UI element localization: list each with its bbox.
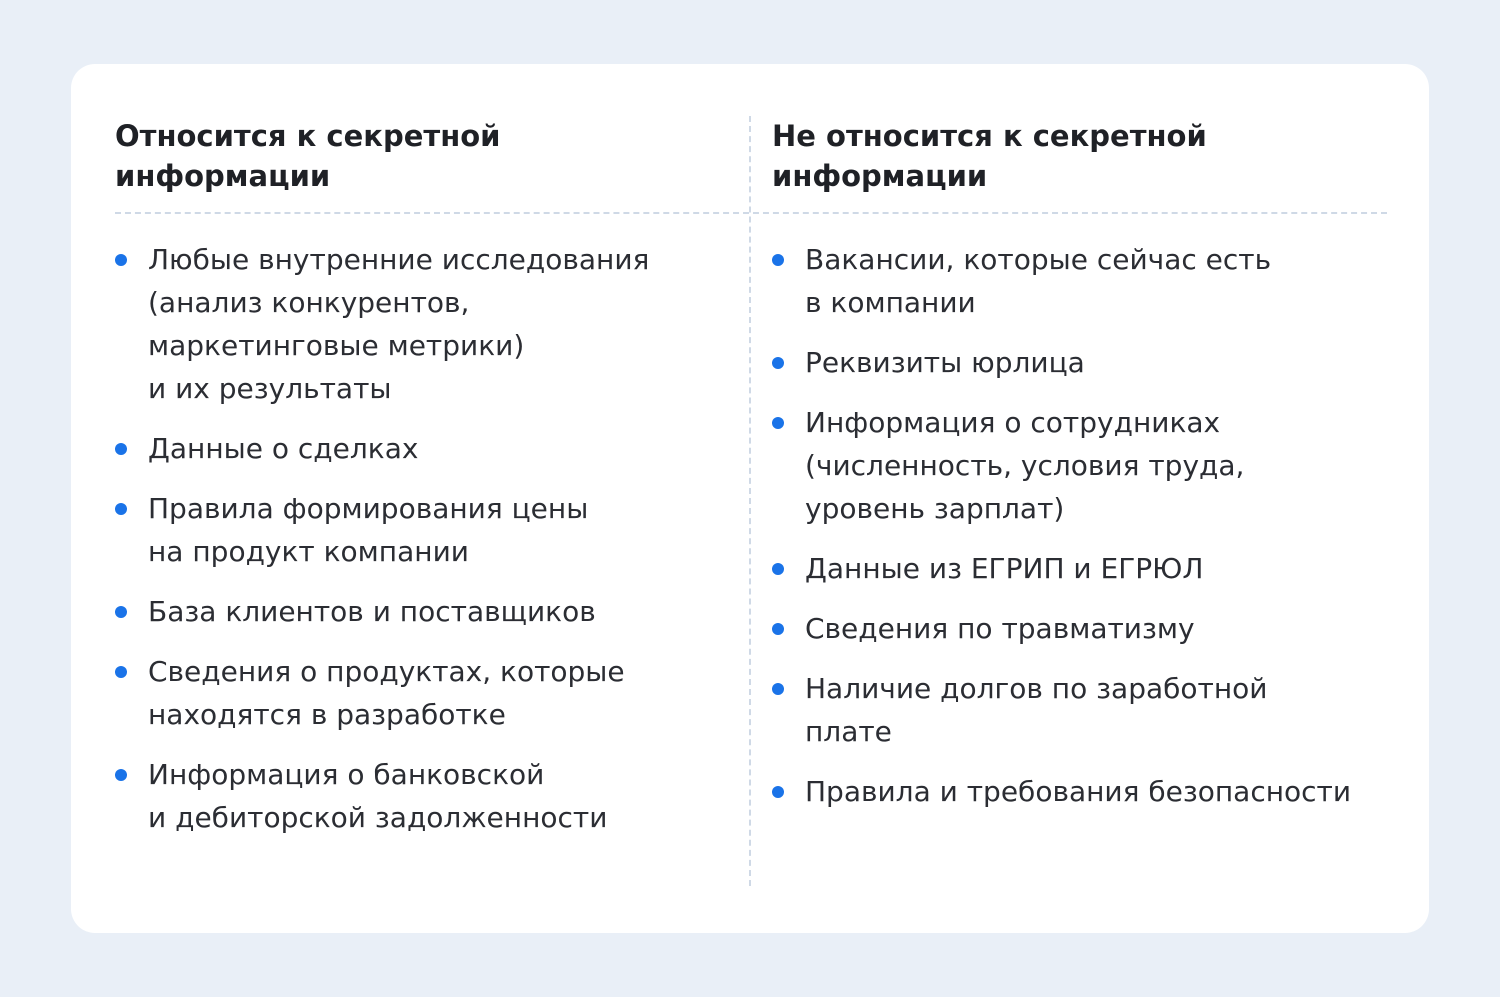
bullet-icon (772, 786, 784, 798)
not-secret-list (772, 212, 1392, 813)
list-item-text: Сведения о продуктах, которые находятся в разработке (148, 655, 625, 731)
not-secret-column (772, 116, 1392, 830)
list-item (115, 590, 725, 633)
bullet-icon (772, 563, 784, 575)
secret-column (115, 116, 725, 856)
vertical-divider (749, 116, 751, 886)
secret-list (115, 212, 725, 839)
bullet-icon (115, 254, 127, 266)
list-item-text: Вакансии, которые сейчас есть в компании (805, 243, 1272, 319)
list-item-text: Данные о сделках (148, 432, 419, 465)
list-item-text: База клиентов и поставщиков (148, 595, 596, 628)
list-item-text: Информация о банковской и дебиторской задолженности (148, 758, 608, 834)
bullet-icon (772, 357, 784, 369)
list-item (772, 341, 1392, 384)
bullet-icon (115, 666, 127, 678)
list-item-text: Информация о сотрудниках (численность, условия труда, уровень зарплат) (805, 406, 1245, 525)
list-item (115, 753, 725, 839)
list-item (115, 487, 725, 573)
not-secret-column-heading: Не относится к секретной информации (772, 119, 1207, 193)
list-item (115, 238, 725, 410)
list-item (115, 650, 725, 736)
bullet-icon (115, 606, 127, 618)
list-item (772, 770, 1392, 813)
list-item-text: Правила формирования цены на продукт компании (148, 492, 589, 568)
bullet-icon (772, 683, 784, 695)
bullet-icon (772, 254, 784, 266)
list-item (772, 667, 1392, 753)
list-item-text: Наличие долгов по заработной плате (805, 672, 1268, 748)
list-item (772, 547, 1392, 590)
secret-column-heading: Относится к секретной информации (115, 119, 501, 193)
list-item (772, 607, 1392, 650)
bullet-icon (115, 503, 127, 515)
bullet-icon (772, 417, 784, 429)
list-item-text: Любые внутренние исследования (анализ конкурентов, маркетинговые метрики) и их результаты (148, 243, 650, 405)
list-item-text: Данные из ЕГРИП и ЕГРЮЛ (805, 552, 1204, 585)
list-item-text: Сведения по травматизму (805, 612, 1195, 645)
bullet-icon (115, 769, 127, 781)
comparison-card (71, 64, 1429, 933)
list-item (115, 427, 725, 470)
list-item-text: Правила и требования безопасности (805, 775, 1352, 808)
bullet-icon (115, 443, 127, 455)
bullet-icon (772, 623, 784, 635)
list-item (772, 401, 1392, 530)
list-item (772, 238, 1392, 324)
list-item-text: Реквизиты юрлица (805, 346, 1085, 379)
